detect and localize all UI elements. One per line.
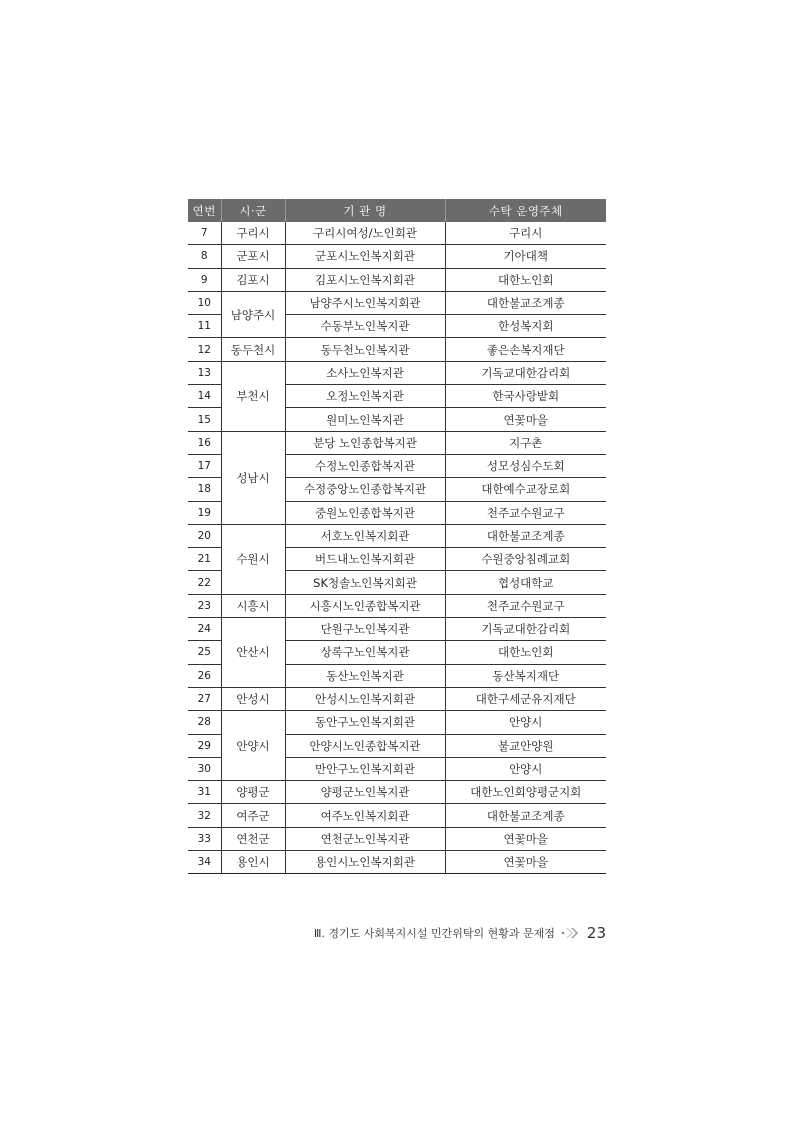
header-city: 시·군	[221, 199, 285, 222]
city-cell: 안성시	[221, 687, 285, 710]
row-number: 20	[188, 524, 221, 547]
table-row	[188, 524, 606, 547]
operator-cell: 불교안양원	[445, 734, 606, 757]
facility-name-cell: 중원노인종합복지관	[285, 501, 445, 524]
facility-name-cell: 소사노인복지관	[285, 361, 445, 384]
facility-name-cell: 용인시노인복지회관	[285, 851, 445, 874]
row-number: 24	[188, 618, 221, 641]
facility-name-cell: 수정중앙노인종합복지관	[285, 478, 445, 501]
operator-cell: 안양시	[445, 757, 606, 780]
facility-name-cell: 동두천노인복지관	[285, 338, 445, 361]
city-cell: 안산시	[221, 618, 285, 688]
table-row	[188, 361, 606, 384]
facility-name-cell: 구리시여성/노인회관	[285, 222, 445, 245]
facility-name-cell: 수동부노인복지관	[285, 315, 445, 338]
facility-name-cell: 안성시노인복지회관	[285, 687, 445, 710]
facility-name-cell: 연천군노인복지관	[285, 827, 445, 850]
row-number: 11	[188, 315, 221, 338]
facility-name-cell: 여주노인복지회관	[285, 804, 445, 827]
facility-name-cell: 수정노인종합복지관	[285, 454, 445, 477]
facility-table	[188, 199, 606, 874]
city-cell: 수원시	[221, 524, 285, 594]
facility-name-cell: 동산노인복지관	[285, 664, 445, 687]
table-row	[188, 711, 606, 734]
facility-name-cell: 단원구노인복지관	[285, 618, 445, 641]
row-number: 14	[188, 385, 221, 408]
facility-name-cell: 버드내노인복지회관	[285, 548, 445, 571]
city-cell: 남양주시	[221, 291, 285, 338]
facility-name-cell: 오정노인복지관	[285, 385, 445, 408]
table-row	[188, 222, 606, 245]
city-cell: 군포시	[221, 245, 285, 268]
operator-cell: 기아대책	[445, 245, 606, 268]
table-row	[188, 781, 606, 804]
operator-cell: 성모성심수도회	[445, 454, 606, 477]
facility-name-cell: 양평군노인복지관	[285, 781, 445, 804]
row-number: 8	[188, 245, 221, 268]
operator-cell: 기독교대한감리회	[445, 361, 606, 384]
page-number: 23	[586, 924, 606, 942]
row-number: 21	[188, 548, 221, 571]
facility-name-cell: 김포시노인복지회관	[285, 268, 445, 291]
operator-cell: 대한예수교장로회	[445, 478, 606, 501]
city-cell: 동두천시	[221, 338, 285, 361]
city-cell: 성남시	[221, 431, 285, 524]
operator-cell: 연꽃마을	[445, 851, 606, 874]
facility-name-cell: 동안구노인복지회관	[285, 711, 445, 734]
facility-name-cell: 시흥시노인종합복지관	[285, 594, 445, 617]
table-row	[188, 245, 606, 268]
row-number: 27	[188, 687, 221, 710]
table-row	[188, 431, 606, 454]
operator-cell: 한국사랑밭회	[445, 385, 606, 408]
city-cell: 연천군	[221, 827, 285, 850]
operator-cell: 연꽃마을	[445, 408, 606, 431]
row-number: 34	[188, 851, 221, 874]
row-number: 26	[188, 664, 221, 687]
operator-cell: 기독교대한감리회	[445, 618, 606, 641]
chapter-title: Ⅲ. 경기도 사회복지시설 민간위탁의 현황과 문제점	[313, 927, 555, 940]
page-footer	[314, 920, 606, 946]
table-header	[188, 199, 606, 222]
operator-cell: 대한불교조계종	[445, 524, 606, 547]
header-facility-name: 기 관 명	[285, 199, 445, 222]
row-number: 33	[188, 827, 221, 850]
city-cell: 부천시	[221, 361, 285, 431]
facility-name-cell: 원미노인복지관	[285, 408, 445, 431]
table-row	[188, 827, 606, 850]
row-number: 7	[188, 222, 221, 245]
operator-cell: 수원중앙침례교회	[445, 548, 606, 571]
table-body	[188, 222, 606, 874]
table-row	[188, 687, 606, 710]
table-row	[188, 804, 606, 827]
facility-name-cell: 상록구노인복지관	[285, 641, 445, 664]
city-cell: 양평군	[221, 781, 285, 804]
row-number: 13	[188, 361, 221, 384]
operator-cell: 연꽃마을	[445, 827, 606, 850]
operator-cell: 안양시	[445, 711, 606, 734]
row-number: 29	[188, 734, 221, 757]
row-number: 16	[188, 431, 221, 454]
row-number: 10	[188, 291, 221, 314]
row-number: 30	[188, 757, 221, 780]
row-number: 23	[188, 594, 221, 617]
facility-name-cell: 만안구노인복지회관	[285, 757, 445, 780]
table-row	[188, 594, 606, 617]
city-cell: 시흥시	[221, 594, 285, 617]
city-cell: 안양시	[221, 711, 285, 781]
row-number: 12	[188, 338, 221, 361]
facility-name-cell: 서호노인복지회관	[285, 524, 445, 547]
operator-cell: 대한노인회	[445, 268, 606, 291]
facility-name-cell: 남양주시노인복지회관	[285, 291, 445, 314]
header-row	[188, 199, 606, 222]
operator-cell: 대한불교조계종	[445, 291, 606, 314]
operator-cell: 천주교수원교구	[445, 501, 606, 524]
operator-cell: 지구촌	[445, 431, 606, 454]
table-row	[188, 851, 606, 874]
header-operator: 수탁 운영주체	[445, 199, 606, 222]
double-chevron-right-icon	[561, 927, 581, 939]
facility-name-cell: 안양시노인종합복지관	[285, 734, 445, 757]
row-number: 15	[188, 408, 221, 431]
city-cell: 구리시	[221, 222, 285, 245]
row-number: 32	[188, 804, 221, 827]
city-cell: 여주군	[221, 804, 285, 827]
table-row	[188, 291, 606, 314]
operator-cell: 대한구세군유지재단	[445, 687, 606, 710]
city-cell: 용인시	[221, 851, 285, 874]
facility-name-cell: SK청솔노인복지회관	[285, 571, 445, 594]
row-number: 19	[188, 501, 221, 524]
row-number: 17	[188, 454, 221, 477]
operator-cell: 협성대학교	[445, 571, 606, 594]
row-number: 25	[188, 641, 221, 664]
operator-cell: 천주교수원교구	[445, 594, 606, 617]
operator-cell: 대한불교조계종	[445, 804, 606, 827]
table-row	[188, 338, 606, 361]
row-number: 28	[188, 711, 221, 734]
city-cell: 김포시	[221, 268, 285, 291]
operator-cell: 대한노인회	[445, 641, 606, 664]
row-number: 31	[188, 781, 221, 804]
operator-cell: 대한노인회양평군지회	[445, 781, 606, 804]
table-row	[188, 268, 606, 291]
operator-cell: 동산복지재단	[445, 664, 606, 687]
facility-name-cell: 분당 노인종합복지관	[285, 431, 445, 454]
table-row	[188, 618, 606, 641]
row-number: 22	[188, 571, 221, 594]
facility-name-cell: 군포시노인복지회관	[285, 245, 445, 268]
header-number: 연번	[188, 199, 221, 222]
operator-cell: 구리시	[445, 222, 606, 245]
operator-cell: 좋은손복지재단	[445, 338, 606, 361]
row-number: 9	[188, 268, 221, 291]
row-number: 18	[188, 478, 221, 501]
operator-cell: 한성복지회	[445, 315, 606, 338]
